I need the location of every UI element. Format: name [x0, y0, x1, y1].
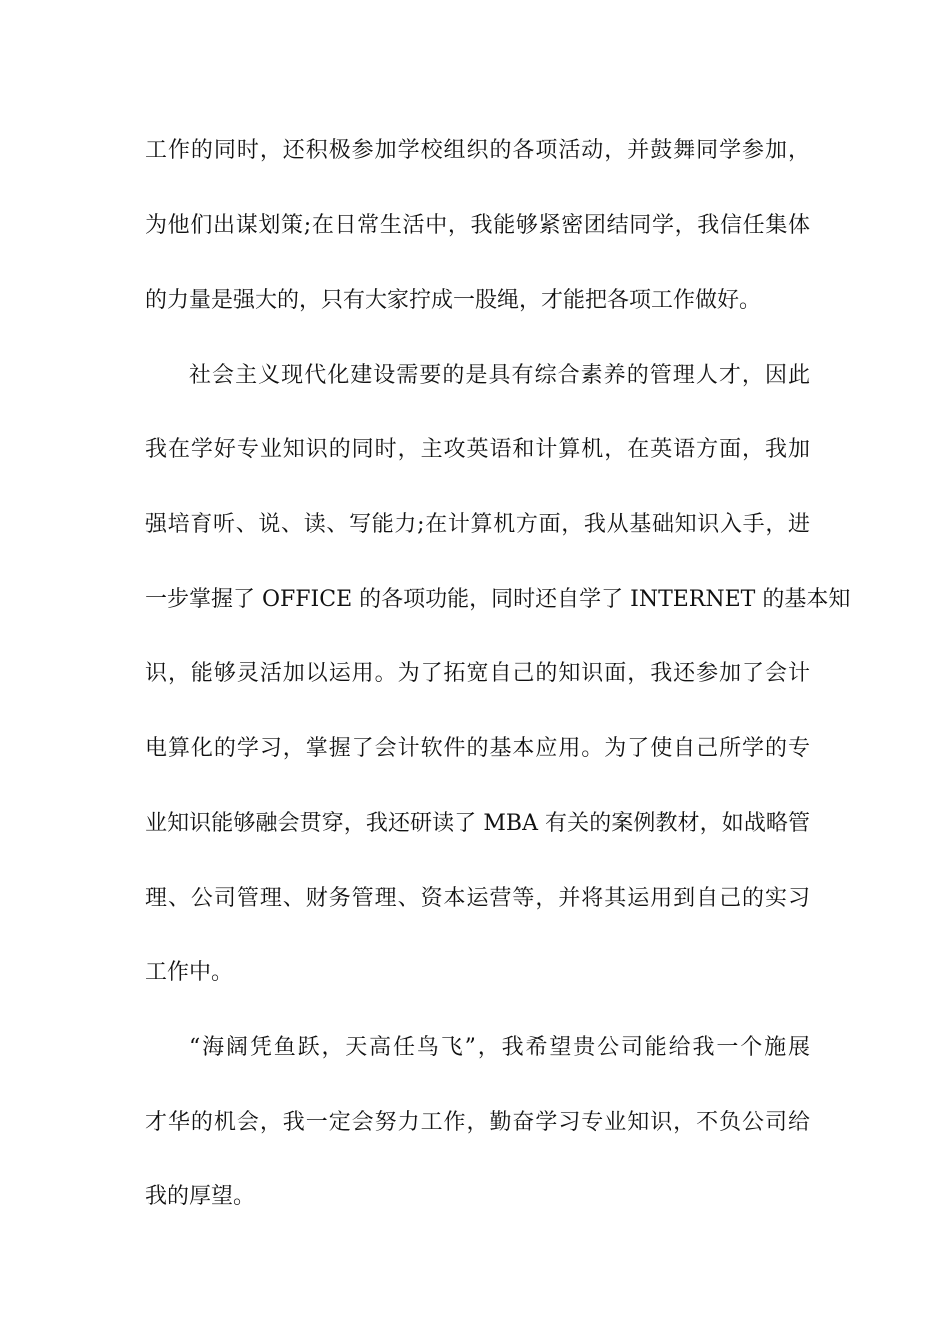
- paragraph-first-line: “海阔凭鱼跃，天高任鸟飞”，我希望贵公司能给我一个施展: [189, 1035, 810, 1060]
- text-line: 一步掌握了 OFFICE 的各项功能，同时还自学了 INTERNET 的基本知: [145, 587, 851, 612]
- text-line: 工作的同时，还积极参加学校组织的各项活动，并鼓舞同学参加，: [145, 138, 810, 163]
- text-line: 识，能够灵活加以运用。为了拓宽自己的知识面，我还参加了会计: [145, 661, 810, 686]
- text-line: 为他们出谋划策;在日常生活中，我能够紧密团结同学，我信任集体: [145, 213, 810, 238]
- text-line: 业知识能够融会贯穿，我还研读了 MBA 有关的案例教材，如战略管: [145, 811, 810, 836]
- paragraph-first-line: 社会主义现代化建设需要的是具有综合素养的管理人才，因此: [189, 363, 810, 388]
- text-line: 强培育听、说、读、写能力;在计算机方面，我从基础知识入手，进: [145, 512, 810, 537]
- text-line: 工作中。: [145, 960, 234, 985]
- text-line: 我的厚望。: [145, 1184, 256, 1209]
- text-line: 电算化的学习，掌握了会计软件的基本应用。为了使自己所学的专: [145, 736, 810, 761]
- text-line: 的力量是强大的，只有大家拧成一股绳，才能把各项工作做好。: [145, 288, 762, 313]
- text-line: 我在学好专业知识的同时，主攻英语和计算机，在英语方面，我加: [145, 437, 810, 462]
- text-line: 才华的机会，我一定会努力工作，勤奋学习专业知识，不负公司给: [145, 1110, 810, 1135]
- text-line: 理、公司管理、财务管理、资本运营等，并将其运用到自己的实习: [145, 886, 810, 911]
